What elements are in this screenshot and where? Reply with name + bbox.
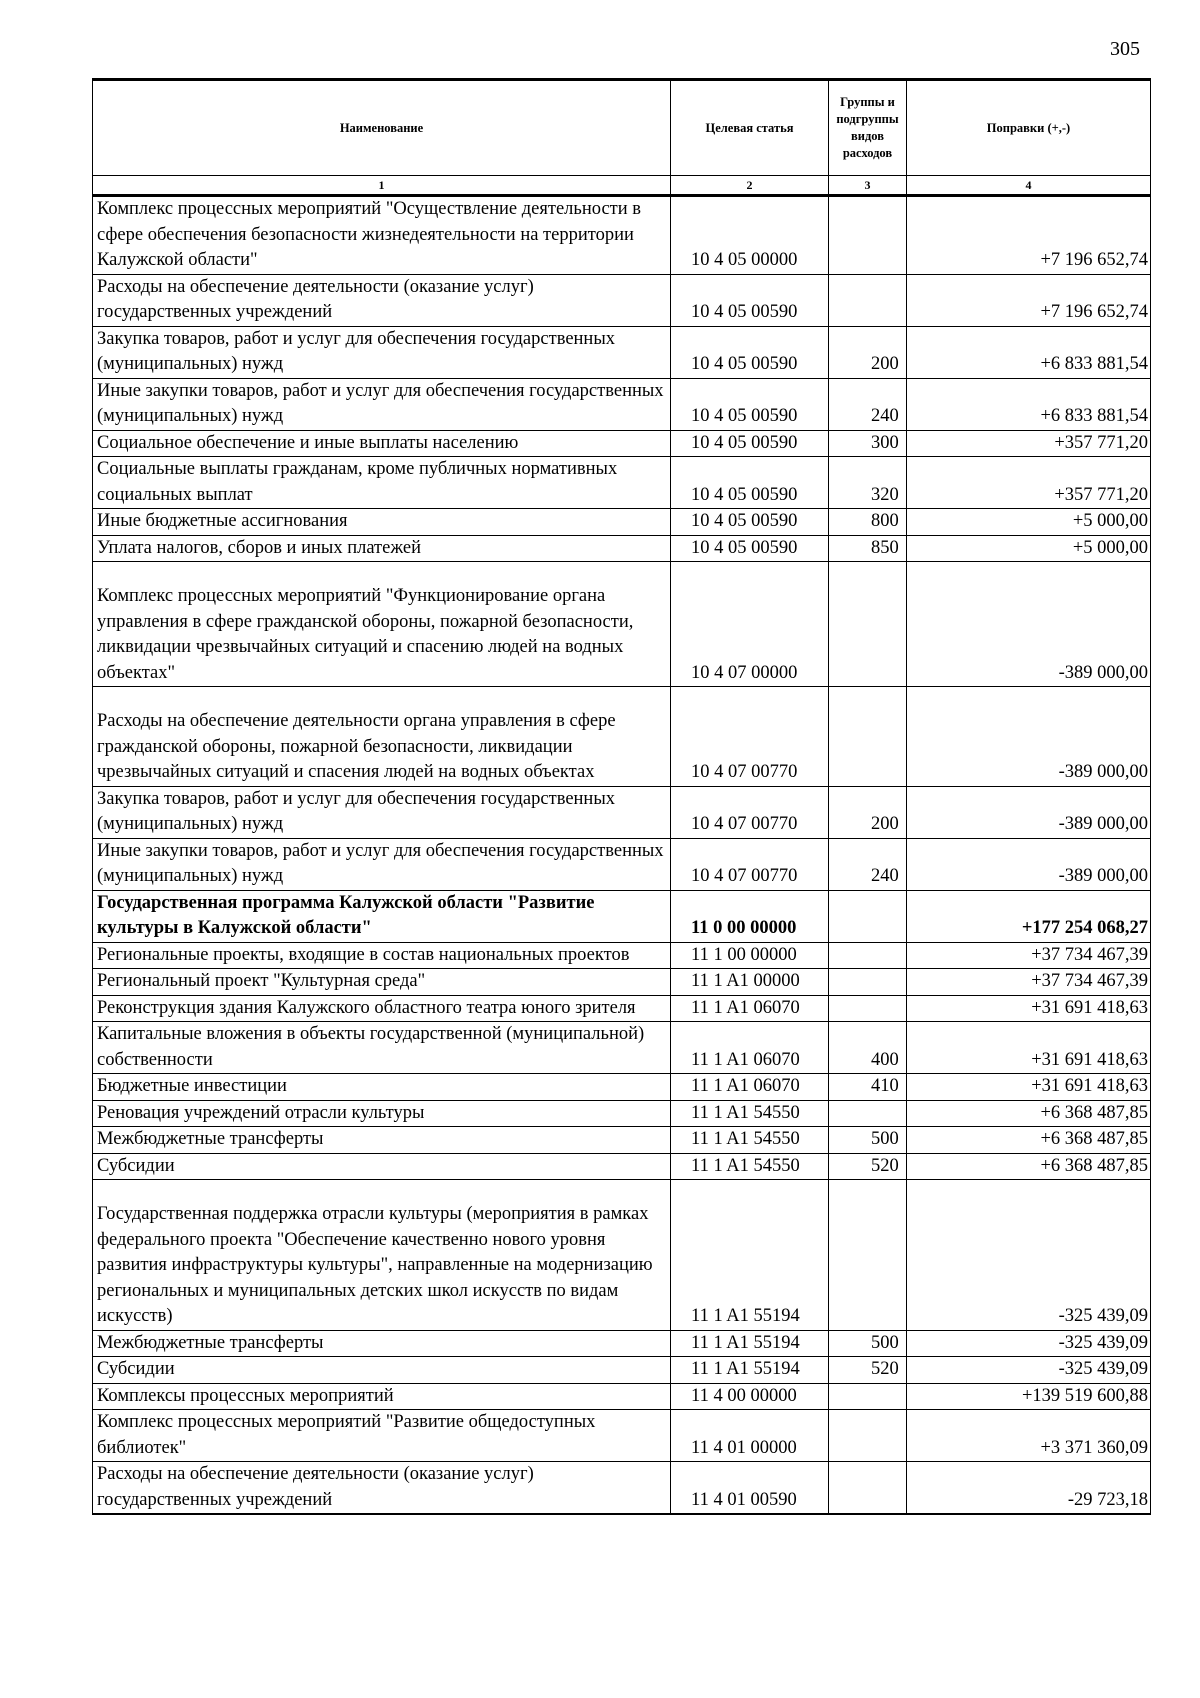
column-number: 1 xyxy=(93,176,671,196)
row-amount: +31 691 418,63 xyxy=(907,1022,1151,1074)
row-name: Реновация учреждений отрасли культуры xyxy=(93,1100,671,1127)
row-name: Субсидии xyxy=(93,1357,671,1384)
row-amount: -325 439,09 xyxy=(907,1357,1151,1384)
row-target-code: 11 1 A1 54550 xyxy=(671,1127,829,1154)
row-group: 320 xyxy=(829,457,907,509)
table-row xyxy=(93,326,1151,378)
row-amount: +6 368 487,85 xyxy=(907,1153,1151,1180)
row-target-code: 11 1 A1 00000 xyxy=(671,969,829,996)
table-row xyxy=(93,687,1151,787)
table-row xyxy=(93,1383,1151,1410)
row-name: Уплата налогов, сборов и иных платежей xyxy=(93,535,671,562)
row-name: Закупка товаров, работ и услуг для обеспечения государственных (муниципальных) нужд xyxy=(93,786,671,838)
row-group: 240 xyxy=(829,378,907,430)
row-name: Иные закупки товаров, работ и услуг для обеспечения государственных (муниципальных) нужд xyxy=(93,838,671,890)
table-row xyxy=(93,1410,1151,1462)
row-name: Расходы на обеспечение деятельности органа управления в сфере гражданской обороны, пожарной безопасности, ликвидации чрезвычайных ситуаций и спасения людей на водных объектах xyxy=(93,687,671,787)
row-target-code: 10 4 07 00770 xyxy=(671,687,829,787)
row-group: 200 xyxy=(829,326,907,378)
header-name: Наименование xyxy=(93,80,671,176)
row-name: Региональный проект "Культурная среда" xyxy=(93,969,671,996)
row-group xyxy=(829,1180,907,1331)
header-expense-groups: Группы и подгруппы видов расходов xyxy=(829,80,907,176)
table-row xyxy=(93,1462,1151,1515)
row-name: Иные бюджетные ассигнования xyxy=(93,509,671,536)
row-amount: +7 196 652,74 xyxy=(907,196,1151,275)
row-target-code: 10 4 07 00000 xyxy=(671,562,829,687)
table-row xyxy=(93,786,1151,838)
row-group xyxy=(829,1410,907,1462)
row-group xyxy=(829,274,907,326)
table-row xyxy=(93,1180,1151,1331)
row-target-code: 11 1 A1 06070 xyxy=(671,1022,829,1074)
row-name: Комплекс процессных мероприятий "Функционирование органа управления в сфере гражданской обороны, пожарной безопасности, ликвидации чрезвычайных ситуаций и спасению людей на водных объектах" xyxy=(93,562,671,687)
row-group: 200 xyxy=(829,786,907,838)
table-row xyxy=(93,1127,1151,1154)
row-amount: +5 000,00 xyxy=(907,509,1151,536)
row-target-code: 11 4 01 00590 xyxy=(671,1462,829,1515)
table-row xyxy=(93,969,1151,996)
table-row xyxy=(93,1153,1151,1180)
row-name: Расходы на обеспечение деятельности (оказание услуг) государственных учреждений xyxy=(93,274,671,326)
row-group: 800 xyxy=(829,509,907,536)
row-target-code: 11 1 A1 55194 xyxy=(671,1357,829,1384)
row-group: 410 xyxy=(829,1074,907,1101)
row-group xyxy=(829,1383,907,1410)
row-target-code: 11 1 A1 55194 xyxy=(671,1180,829,1331)
table-row xyxy=(93,457,1151,509)
row-amount: +6 833 881,54 xyxy=(907,326,1151,378)
table-row xyxy=(93,838,1151,890)
row-name: Иные закупки товаров, работ и услуг для обеспечения государственных (муниципальных) нужд xyxy=(93,378,671,430)
table-row xyxy=(93,378,1151,430)
row-amount: -389 000,00 xyxy=(907,562,1151,687)
table-row xyxy=(93,1022,1151,1074)
header-target-article: Целевая статья xyxy=(671,80,829,176)
row-amount: +139 519 600,88 xyxy=(907,1383,1151,1410)
row-amount: +37 734 467,39 xyxy=(907,969,1151,996)
row-amount: +357 771,20 xyxy=(907,457,1151,509)
row-name: Межбюджетные трансферты xyxy=(93,1127,671,1154)
row-group xyxy=(829,562,907,687)
row-name: Социальные выплаты гражданам, кроме публичных нормативных социальных выплат xyxy=(93,457,671,509)
table-row xyxy=(93,430,1151,457)
row-target-code: 11 4 01 00000 xyxy=(671,1410,829,1462)
row-target-code: 10 4 05 00590 xyxy=(671,509,829,536)
budget-amendments-table xyxy=(92,78,1151,1515)
row-group xyxy=(829,1100,907,1127)
row-amount: +177 254 068,27 xyxy=(907,890,1151,942)
header-amendments: Поправки (+,-) xyxy=(907,80,1151,176)
table-row xyxy=(93,196,1151,275)
row-amount: -325 439,09 xyxy=(907,1180,1151,1331)
row-group: 240 xyxy=(829,838,907,890)
row-amount: -389 000,00 xyxy=(907,687,1151,787)
column-number: 3 xyxy=(829,176,907,196)
row-group: 850 xyxy=(829,535,907,562)
row-target-code: 11 1 A1 55194 xyxy=(671,1330,829,1357)
row-target-code: 11 1 A1 54550 xyxy=(671,1153,829,1180)
table-row xyxy=(93,562,1151,687)
row-amount: +6 368 487,85 xyxy=(907,1100,1151,1127)
row-target-code: 11 1 A1 06070 xyxy=(671,1074,829,1101)
row-group xyxy=(829,995,907,1022)
row-group xyxy=(829,890,907,942)
row-name: Субсидии xyxy=(93,1153,671,1180)
row-group xyxy=(829,196,907,275)
row-target-code: 10 4 05 00590 xyxy=(671,535,829,562)
table-row xyxy=(93,995,1151,1022)
row-group xyxy=(829,942,907,969)
row-amount: +31 691 418,63 xyxy=(907,995,1151,1022)
row-amount: +6 368 487,85 xyxy=(907,1127,1151,1154)
row-amount: -29 723,18 xyxy=(907,1462,1151,1515)
row-target-code: 11 1 00 00000 xyxy=(671,942,829,969)
column-number: 4 xyxy=(907,176,1151,196)
row-name: Комплекс процессных мероприятий "Осуществление деятельности в сфере обеспечения безопасности жизнедеятельности на территории Калужской области" xyxy=(93,196,671,275)
row-amount: +31 691 418,63 xyxy=(907,1074,1151,1101)
row-name: Социальное обеспечение и иные выплаты населению xyxy=(93,430,671,457)
row-target-code: 10 4 05 00000 xyxy=(671,196,829,275)
table-row xyxy=(93,942,1151,969)
row-amount: -325 439,09 xyxy=(907,1330,1151,1357)
row-target-code: 10 4 05 00590 xyxy=(671,457,829,509)
table-row-program xyxy=(93,890,1151,942)
row-target-code: 10 4 05 00590 xyxy=(671,378,829,430)
row-group: 520 xyxy=(829,1153,907,1180)
page-number: 305 xyxy=(1110,38,1140,60)
row-amount: +6 833 881,54 xyxy=(907,378,1151,430)
table-row xyxy=(93,1100,1151,1127)
table-row xyxy=(93,509,1151,536)
row-group: 300 xyxy=(829,430,907,457)
row-target-code: 10 4 05 00590 xyxy=(671,430,829,457)
row-amount: +5 000,00 xyxy=(907,535,1151,562)
row-amount: -389 000,00 xyxy=(907,786,1151,838)
row-group: 500 xyxy=(829,1330,907,1357)
row-target-code: 10 4 05 00590 xyxy=(671,274,829,326)
row-group xyxy=(829,687,907,787)
row-name: Государственная программа Калужской области "Развитие культуры в Калужской области" xyxy=(93,890,671,942)
row-group: 500 xyxy=(829,1127,907,1154)
row-name: Бюджетные инвестиции xyxy=(93,1074,671,1101)
row-target-code: 11 1 A1 54550 xyxy=(671,1100,829,1127)
row-name: Межбюджетные трансферты xyxy=(93,1330,671,1357)
table-row xyxy=(93,1357,1151,1384)
row-name: Государственная поддержка отрасли культуры (мероприятия в рамках федерального проекта "Обеспечение качественно нового уровня развития инфраструктуры культуры", направленные на модернизацию региональных и муниципальных детских школ искусств по видам искусств) xyxy=(93,1180,671,1331)
table-row xyxy=(93,535,1151,562)
row-name: Капитальные вложения в объекты государственной (муниципальной) собственности xyxy=(93,1022,671,1074)
table-header-row xyxy=(93,80,1151,176)
row-target-code: 11 1 A1 06070 xyxy=(671,995,829,1022)
row-name: Расходы на обеспечение деятельности (оказание услуг) государственных учреждений xyxy=(93,1462,671,1515)
row-amount: +3 371 360,09 xyxy=(907,1410,1151,1462)
row-group xyxy=(829,969,907,996)
row-name: Комплексы процессных мероприятий xyxy=(93,1383,671,1410)
row-target-code: 10 4 07 00770 xyxy=(671,786,829,838)
row-group: 520 xyxy=(829,1357,907,1384)
row-name: Закупка товаров, работ и услуг для обеспечения государственных (муниципальных) нужд xyxy=(93,326,671,378)
row-amount: +357 771,20 xyxy=(907,430,1151,457)
row-name: Комплекс процессных мероприятий "Развитие общедоступных библиотек" xyxy=(93,1410,671,1462)
row-target-code: 11 4 00 00000 xyxy=(671,1383,829,1410)
row-amount: +7 196 652,74 xyxy=(907,274,1151,326)
row-group: 400 xyxy=(829,1022,907,1074)
table-row xyxy=(93,1330,1151,1357)
row-target-code: 10 4 05 00590 xyxy=(671,326,829,378)
row-group xyxy=(829,1462,907,1515)
row-amount: +37 734 467,39 xyxy=(907,942,1151,969)
row-target-code: 11 0 00 00000 xyxy=(671,890,829,942)
column-number-row xyxy=(93,176,1151,196)
table-row xyxy=(93,1074,1151,1101)
row-name: Региональные проекты, входящие в состав национальных проектов xyxy=(93,942,671,969)
table-row xyxy=(93,274,1151,326)
column-number: 2 xyxy=(671,176,829,196)
row-name: Реконструкция здания Калужского областного театра юного зрителя xyxy=(93,995,671,1022)
row-amount: -389 000,00 xyxy=(907,838,1151,890)
row-target-code: 10 4 07 00770 xyxy=(671,838,829,890)
